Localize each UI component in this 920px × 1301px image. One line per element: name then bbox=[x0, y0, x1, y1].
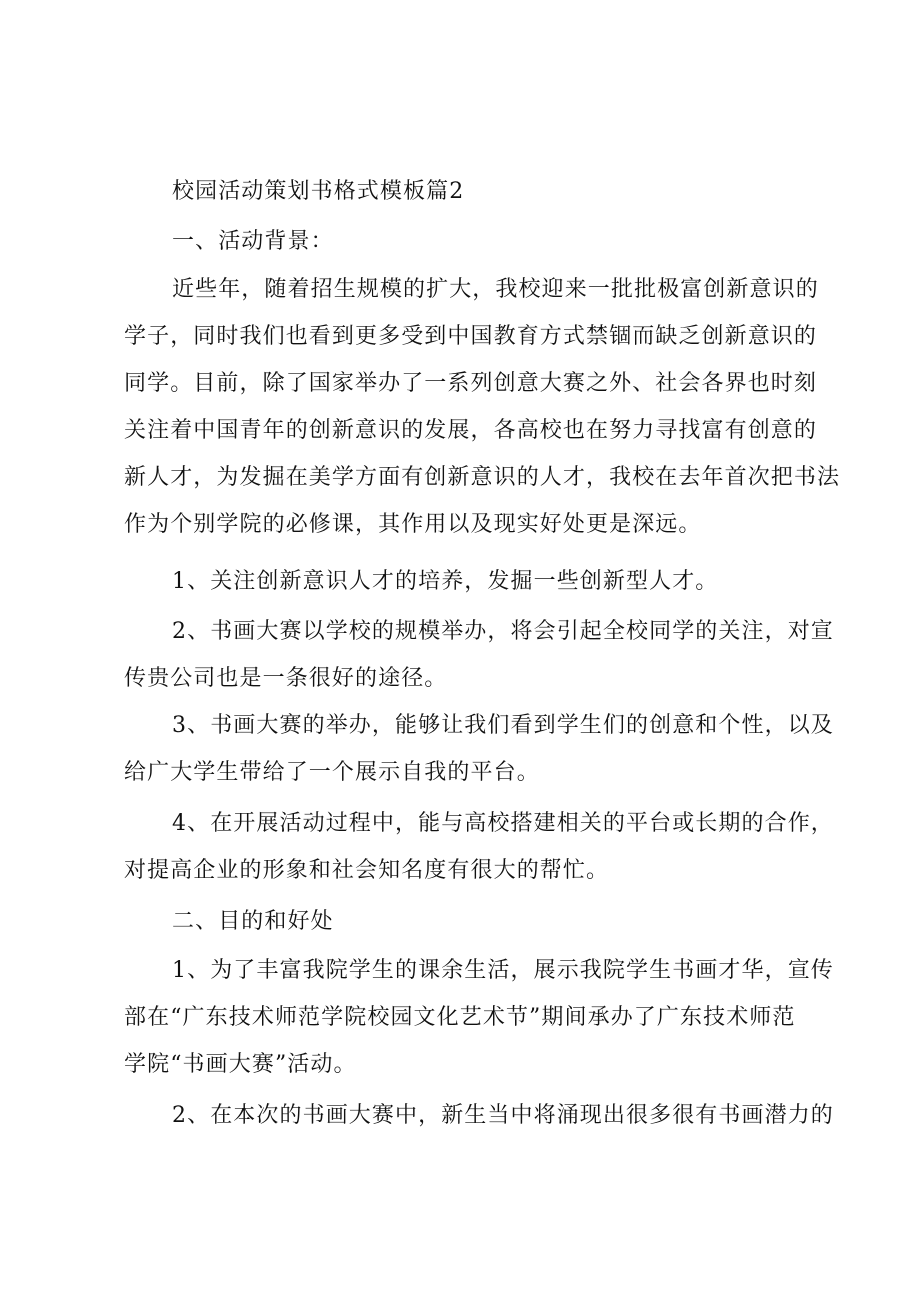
paragraph-line: 同学。目前，除了国家举办了一系列创意大赛之外、社会各界也时刻 bbox=[124, 371, 818, 396]
s2-list-item-1: 1、为了丰富我院学生的课余生活，展示我院学生书画才华，宣传 bbox=[172, 958, 834, 983]
list-item-4-cont: 对提高企业的形象和社会知名度有很大的帮忙。 bbox=[124, 858, 610, 883]
paragraph-line: 近些年，随着招生规模的扩大，我校迎来一批批极富创新意识的 bbox=[172, 277, 819, 302]
list-item-4: 4、在开展活动过程中，能与高校搭建相关的平台或长期的合作， bbox=[172, 811, 834, 836]
s2-list-item-1-cont: 学院“书画大赛”活动。 bbox=[124, 1052, 357, 1077]
list-item-2-cont: 传贵公司也是一条很好的途径。 bbox=[124, 666, 448, 691]
paragraph-line: 作为个别学院的必修课，其作用以及现实好处更是深远。 bbox=[124, 512, 702, 537]
paragraph-line: 学子，同时我们也看到更多受到中国教育方式禁锢而缺乏创新意识的 bbox=[124, 324, 818, 349]
list-item-3-cont: 给广大学生带给了一个展示自我的平台。 bbox=[124, 760, 540, 785]
paragraph-line: 关注着中国青年的创新意识的发展，各高校也在努力寻找富有创意的 bbox=[124, 418, 818, 443]
section-heading-background: 一、活动背景： bbox=[172, 229, 334, 254]
list-item-1: 1、关注创新意识人才的培养，发掘一些创新型人才。 bbox=[172, 569, 719, 594]
list-item-2: 2、书画大赛以学校的规模举办，将会引起全校同学的关注，对宣 bbox=[172, 619, 834, 644]
paragraph-line: 新人才，为发掘在美学方面有创新意识的人才，我校在去年首次把书法 bbox=[124, 465, 841, 490]
document-title: 校园活动策划书格式模板篇2 bbox=[172, 179, 465, 204]
section-heading-purpose: 二、目的和好处 bbox=[172, 909, 334, 934]
s2-list-item-2: 2、在本次的书画大赛中，新生当中将涌现出很多很有书画潜力的 bbox=[172, 1103, 834, 1128]
s2-list-item-1-cont: 部在“广东技术师范学院校园文化艺术节”期间承办了广东技术师范 bbox=[124, 1005, 796, 1030]
list-item-3: 3、书画大赛的举办，能够让我们看到学生们的创意和个性，以及 bbox=[172, 713, 834, 738]
